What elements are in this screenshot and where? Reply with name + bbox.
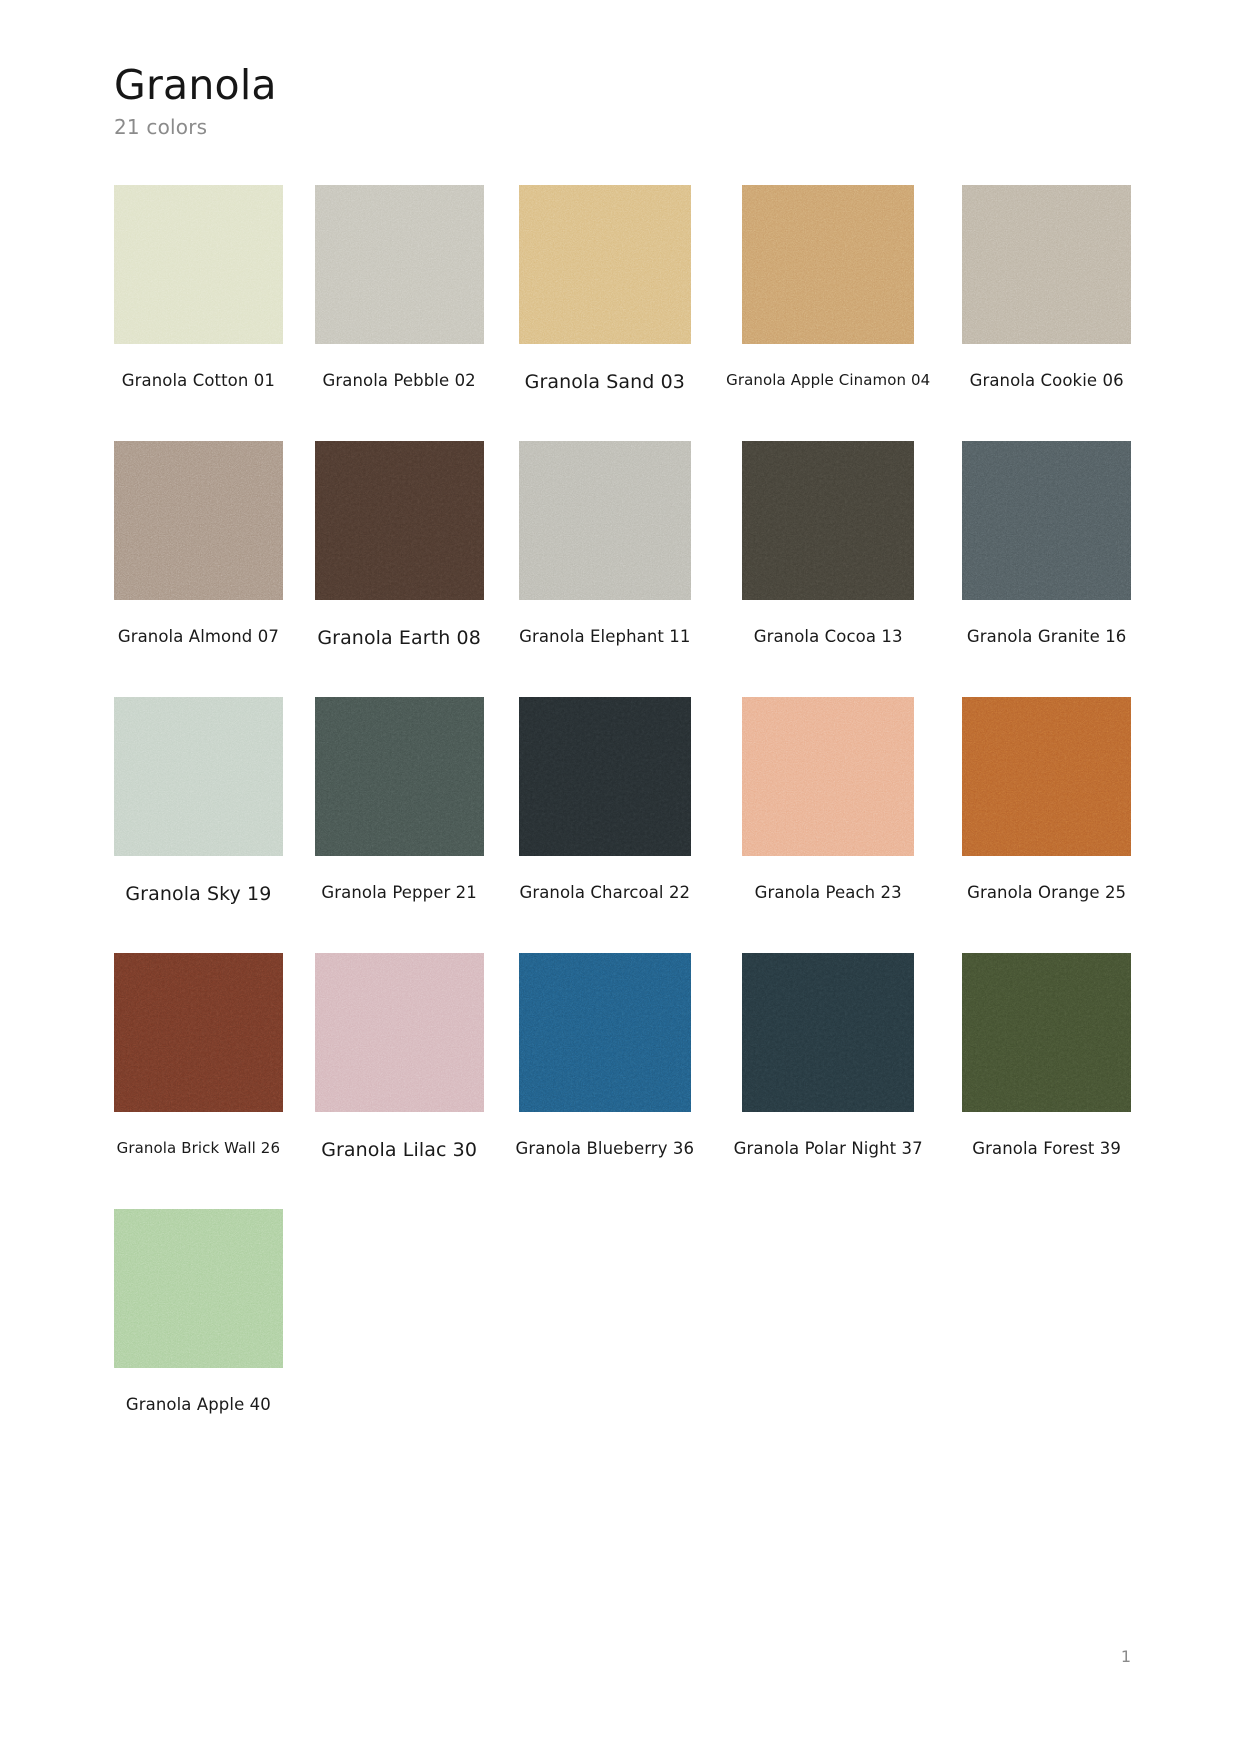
swatch-cell[interactable] xyxy=(962,185,1131,393)
swatch-cell[interactable] xyxy=(114,1209,283,1414)
texture-overlay-coarse xyxy=(962,697,1131,856)
texture-overlay-coarse xyxy=(114,953,283,1112)
color-chip[interactable] xyxy=(519,697,691,856)
color-chip[interactable] xyxy=(742,697,914,856)
swatch-label: Granola Apple 40 xyxy=(125,1395,271,1415)
page-number: 1 xyxy=(1120,1647,1131,1666)
color-chip[interactable] xyxy=(114,1209,283,1368)
color-chip[interactable] xyxy=(962,697,1131,856)
swatch-label: Granola Charcoal 22 xyxy=(519,883,691,903)
texture-overlay-coarse xyxy=(114,441,283,600)
swatch-label: Granola Forest 39 xyxy=(972,1139,1121,1159)
swatch-label: Granola Cocoa 13 xyxy=(753,627,903,647)
swatch-label: Granola Pebble 02 xyxy=(322,371,476,391)
texture-overlay-coarse xyxy=(742,697,914,856)
swatch-label: Granola Sky 19 xyxy=(125,883,272,906)
texture-overlay-coarse xyxy=(114,185,283,344)
texture-overlay-coarse xyxy=(962,953,1131,1112)
texture-overlay-coarse xyxy=(742,441,914,600)
texture-overlay-coarse xyxy=(114,1209,283,1368)
texture-overlay-coarse xyxy=(114,697,283,856)
swatch-label: Granola Orange 25 xyxy=(967,883,1127,903)
texture-overlay-coarse xyxy=(315,441,484,600)
swatch-cell[interactable] xyxy=(726,953,930,1161)
texture-overlay-coarse xyxy=(519,697,691,856)
swatch-cell[interactable] xyxy=(114,441,283,649)
swatch-label: Granola Lilac 30 xyxy=(321,1139,478,1162)
swatch-label: Granola Peach 23 xyxy=(754,883,902,903)
swatch-cell[interactable] xyxy=(114,953,283,1161)
swatch-label: Granola Blueberry 36 xyxy=(515,1139,695,1159)
texture-overlay-coarse xyxy=(742,953,914,1112)
swatch-cell[interactable] xyxy=(962,441,1131,649)
color-chip[interactable] xyxy=(114,441,283,600)
swatch-cell[interactable] xyxy=(114,185,283,393)
color-chip[interactable] xyxy=(315,441,484,600)
color-chip[interactable] xyxy=(962,953,1131,1112)
texture-overlay-coarse xyxy=(962,441,1131,600)
texture-overlay-coarse xyxy=(315,953,484,1112)
swatch-cell[interactable] xyxy=(516,441,695,649)
texture-overlay-coarse xyxy=(519,953,691,1112)
swatch-label: Granola Sand 03 xyxy=(524,371,685,394)
swatch-cell[interactable] xyxy=(726,441,930,649)
swatch-label: Granola Apple Cinamon 04 xyxy=(726,371,931,390)
swatch-cell[interactable] xyxy=(726,697,930,905)
color-chip[interactable] xyxy=(519,185,691,344)
color-chip[interactable] xyxy=(315,185,484,344)
texture-overlay-coarse xyxy=(315,697,484,856)
swatch-cell[interactable] xyxy=(962,953,1131,1161)
color-chip[interactable] xyxy=(114,185,283,344)
color-chip[interactable] xyxy=(519,441,691,600)
color-chip[interactable] xyxy=(742,441,914,600)
color-chip[interactable] xyxy=(315,697,484,856)
swatch-label: Granola Elephant 11 xyxy=(519,627,691,647)
texture-overlay-coarse xyxy=(519,441,691,600)
swatch-cell[interactable] xyxy=(516,185,695,393)
color-chip[interactable] xyxy=(742,953,914,1112)
color-chip[interactable] xyxy=(962,441,1131,600)
swatch-label: Granola Earth 08 xyxy=(317,627,481,650)
texture-overlay-coarse xyxy=(315,185,484,344)
swatch-label: Granola Pepper 21 xyxy=(321,883,477,903)
swatch-grid xyxy=(114,185,1131,1462)
swatch-label: Granola Almond 07 xyxy=(117,627,279,647)
texture-overlay-coarse xyxy=(962,185,1131,344)
texture-overlay-coarse xyxy=(519,185,691,344)
color-chip[interactable] xyxy=(742,185,914,344)
swatch-cell[interactable] xyxy=(962,697,1131,905)
swatch-label: Granola Granite 16 xyxy=(966,627,1127,647)
swatch-cell[interactable] xyxy=(516,697,695,905)
swatch-label: Granola Cookie 06 xyxy=(969,371,1124,391)
swatch-label: Granola Polar Night 37 xyxy=(733,1139,923,1159)
color-chip[interactable] xyxy=(519,953,691,1112)
color-chip[interactable] xyxy=(962,185,1131,344)
color-chip[interactable] xyxy=(114,697,283,856)
color-count-subtitle: 21 colors xyxy=(114,115,208,140)
swatch-cell[interactable] xyxy=(516,953,695,1161)
texture-overlay-coarse xyxy=(742,185,914,344)
color-chip[interactable] xyxy=(315,953,484,1112)
swatch-label: Granola Brick Wall 26 xyxy=(116,1139,281,1158)
swatch-cell[interactable] xyxy=(315,185,484,393)
swatch-cell[interactable] xyxy=(315,697,484,905)
swatch-cell[interactable] xyxy=(315,441,484,649)
color-chip[interactable] xyxy=(114,953,283,1112)
swatch-cell[interactable] xyxy=(114,697,283,905)
swatch-cell[interactable] xyxy=(315,953,484,1161)
page-title: Granola xyxy=(114,61,277,109)
swatch-label: Granola Cotton 01 xyxy=(121,371,275,391)
swatch-cell[interactable] xyxy=(726,185,930,393)
